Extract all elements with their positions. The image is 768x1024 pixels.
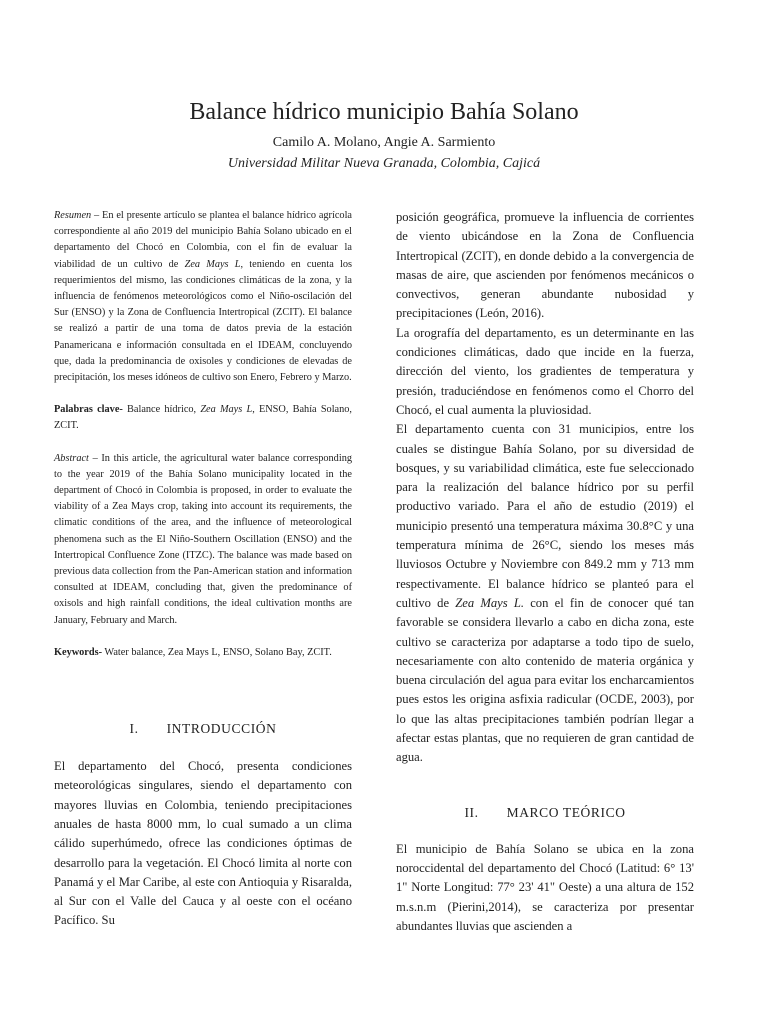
resumen-crop: Zea Mays L bbox=[184, 258, 241, 270]
abstract-paragraph bbox=[54, 451, 352, 629]
palabras-clave-paragraph bbox=[54, 402, 352, 434]
paper-affiliation: Universidad Militar Nueva Granada, Colombia, Cajicá bbox=[227, 156, 541, 171]
palabras-clave-crop: Zea Mays L bbox=[200, 404, 253, 416]
paper-title: Balance hídrico municipio Bahía Solano bbox=[189, 99, 579, 125]
keywords-label: Keywords- bbox=[54, 646, 103, 658]
right-paragraph-2: La orografía del departamento, es un determinante en las condiciones climáticas, dado que incide en la fuerza, dirección del viento, los gradientes de temperatura y presión, traduciéndose en fenómenos como el Chorro del Chocó, el cual aumenta la pluviosidad. bbox=[396, 325, 694, 417]
paper-authors: Camilo A. Molano, Angie A. Sarmiento bbox=[272, 135, 496, 150]
abstract-label: Abstract bbox=[54, 452, 89, 464]
right-paragraph-1: posición geográfica, promueve la influencia de corrientes de viento ubicándose en la Zona de Confluencia Intertropical (ZCIT), en donde debido a la convergencia de masas de aire, que ascienden por fenómenos mecánicos o convectivos, generan abundante nubosidad y precipitaciones (León, 2016). bbox=[396, 210, 694, 321]
section-title: MARCO TEÓRICO bbox=[506, 804, 626, 820]
resumen-text-1: – En el presente artículo se plantea el balance hídrico agrícola correspondiente al año 2019 del municipio Bahía Solano ubicado en el departamento del Chocó en Colombia, con el fin de evaluar la viabilidad de un cultivo de bbox=[54, 210, 352, 270]
marco-teorico-paragraph: El municipio de Bahía Solano se ubica en la zona noroccidental del departamento del Chocó (Latitud: 6° 13' 1" Norte Longitud: 77° 23' 41" Oeste) a una altura de 152 m.s.n.m (Pierini,2014), se caracteriza por presentar abundantes lluvias que ascienden a bbox=[396, 841, 694, 933]
right-paragraph-3-crop: Zea Mays L. bbox=[455, 595, 525, 610]
keywords-text: Water balance, Zea Mays L, ENSO, Solano Bay, ZCIT. bbox=[102, 646, 332, 658]
resumen-label: Resumen bbox=[54, 210, 92, 221]
intro-paragraph: El departamento del Chocó, presenta condiciones meteorológicas singulares, siendo el departamento con mayores lluvias en Colombia, teniendo precipitaciones anuales de hasta 8000 mm, lo cual sumado a un clima cálido superhúmedo, ofrece las condiciones óptimas de desarrollo para la vegetación. El Chocó limita al norte con Panamá y el Mar Caribe, al este con Antioquia y Risaralda, al Sur con el Valle del Cauca y al oeste con el océano Pacífico. Su bbox=[54, 759, 352, 928]
section-title: INTRODUCCIÓN bbox=[166, 721, 277, 737]
palabras-clave-text-2: , ENSO, Bahía Solano, ZCIT. bbox=[54, 404, 353, 432]
section-heading-introduccion bbox=[54, 719, 352, 739]
abstract-text: – In this article, the agricultural water balance corresponding to the year 2019 of the Bahía Solano municipality located in the department of Chocó in Colombia is proposed, in order to evaluate the viability of a Zea Mays crop, taking into account its requirements, the climatic conditions of the area, and the influence of meteorological phenomena such as the El Niño-Southern Oscillation (ENSO) and the Intertropical Confluence Zone (ITZC). The balance was made based on previous data collection from the Pan-American station and information consulted at IDEAM, concluding that, given the predominance of oxisols and high rainfall conditions, the ideal cultivation months are January, February and March. bbox=[54, 452, 352, 626]
left-column bbox=[54, 208, 352, 931]
right-column bbox=[396, 208, 694, 936]
resumen-text-2: , teniendo en cuenta los requerimientos del mismo, las condiciones climáticas de la zona, y la influencia de fenómenos meteorológicos como el Niño-oscilación del Sur (ENSO) y la Zona de Confluencia Intertropical (ZCIT). El balance se realizó a partir de una toma de datos previa de la estación Panamericana e información consultada en el IDEAM, concluyendo que, dada la predominancia de oxisoles y condiciones de elevadas de precipitación, los meses idóneos de cultivo son Enero, Febrero y Marzo. bbox=[54, 258, 352, 384]
section-number: I. bbox=[129, 721, 139, 737]
right-paragraph-3 bbox=[396, 420, 694, 767]
section-number: II. bbox=[464, 804, 479, 820]
palabras-clave-label: Palabras clave- bbox=[54, 404, 123, 416]
resumen-paragraph bbox=[54, 208, 352, 386]
palabras-clave-text-1: Balance hídrico, bbox=[122, 404, 201, 416]
right-paragraph-3-text-2: con el fin de conocer qué tan favorable se considera llevarlo a cabo en dicha zona, este cultivo se caracteriza por adaptarse a todo tipo de suelo, necesariamente con alto contenido de materia orgánica y buena circulación del agua para evitar los encharcamientos pues estos les origina asfixia radicular (OCDE, 2003), por lo que las altas precipitaciones también podrían llegar a afectar estas plantas, que no requieren de gran cantidad de agua. bbox=[396, 595, 694, 765]
right-paragraph-3-text-1: El departamento cuenta con 31 municipios, entre los cuales se distingue Bahía Solano, por su diversidad de bosques, y su variabilidad climática, este fue seleccionado para la realización del balance hídrico por su perfil productivo variado. Para el año de estudio (2019) el municipio presentó una temperatura máxima 30.8°C y una temperatura mínima de 26°C, siendo los meses más lluviosos Octubre y Noviembre con 849.2 mm y 713 mm respectivamente. El balance hídrico se planteó para el cultivo de bbox=[396, 422, 694, 610]
keywords-paragraph bbox=[54, 645, 352, 661]
section-heading-marco-teorico bbox=[396, 803, 694, 823]
